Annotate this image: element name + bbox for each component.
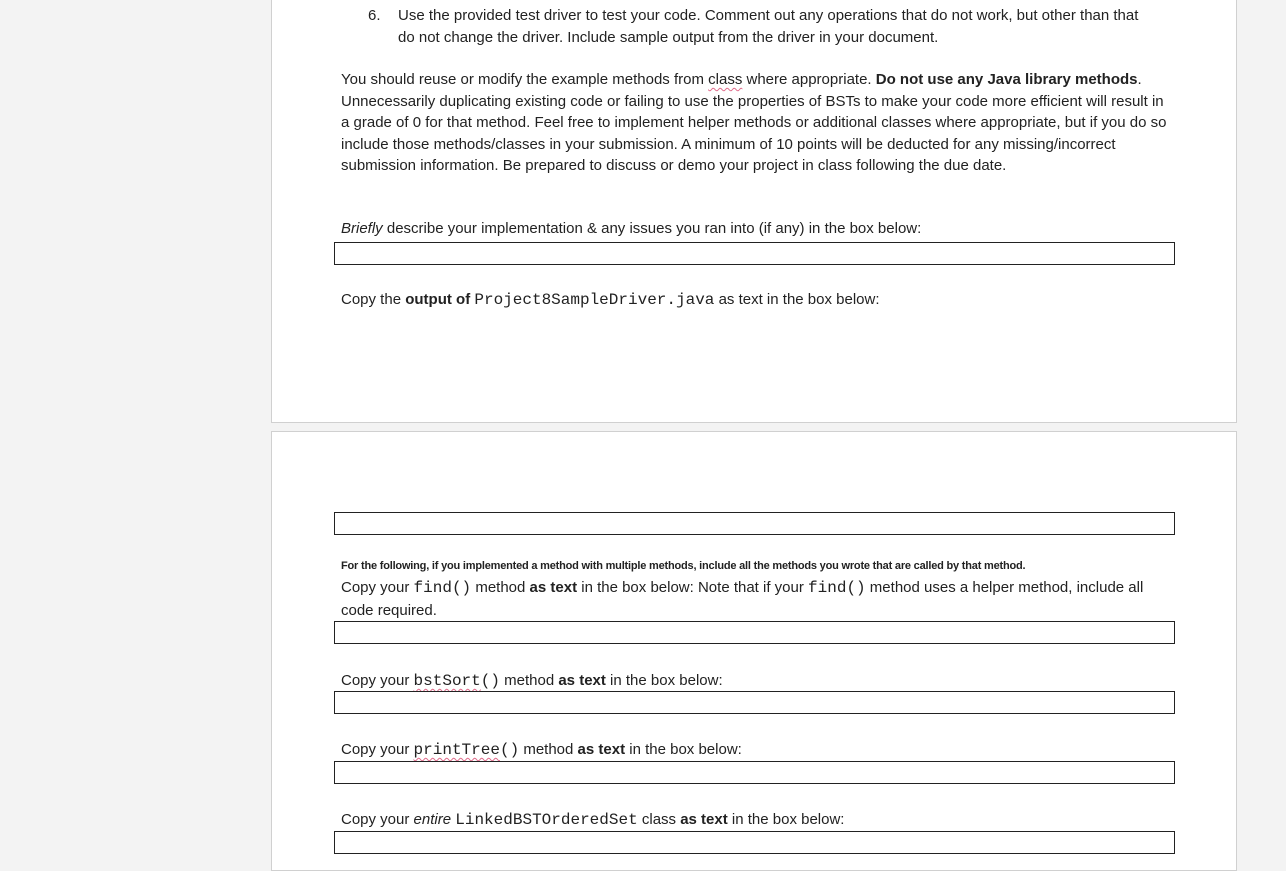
entire-class-answer-box[interactable] — [334, 831, 1175, 854]
step-text: Use the provided test driver to test your code. Comment out any operations that do not work, but other than that do not change the driver. Include sample output from the driver in your document. — [398, 7, 1139, 46]
prompt-text: Copy the — [341, 291, 406, 308]
prompt-text: method — [471, 579, 530, 596]
printtree-answer-box[interactable] — [334, 761, 1175, 784]
prompt-text: in the box below: — [727, 811, 845, 828]
bold-text: as text — [680, 811, 728, 828]
briefly-prompt — [341, 218, 1167, 240]
prompt-text: Copy your — [341, 579, 414, 596]
prompt-text: in the box below: — [625, 741, 742, 758]
paragraph-text: where appropriate. — [742, 71, 876, 88]
output-prompt — [341, 289, 1167, 312]
step-list — [368, 5, 1148, 48]
spellcheck-word[interactable]: class — [708, 71, 743, 88]
implementation-answer-box[interactable] — [334, 242, 1175, 265]
bstsort-prompt — [341, 670, 1167, 693]
prompt-text: method — [519, 741, 578, 758]
prompt-text: class — [637, 811, 681, 828]
prompt-text: Copy your — [341, 672, 414, 689]
bold-text: as text — [529, 579, 578, 596]
paragraph-text: . Unnecessarily duplicating existing code or failing to use the properties of BSTs to make your code more efficient will result in a grade of 0 for that method. Feel free to implement helper methods or additional classes where appropriate, but if you do so include those methods/classes in your submission. A minimum of 10 points will be deducted for any missing/incorrect submission information. Be prepared to discuss or demo your project in class following the due date. — [341, 71, 1167, 174]
printtree-prompt — [341, 739, 1167, 762]
code-text: Project8SampleDriver.java — [474, 291, 715, 309]
code-text: find() — [413, 579, 472, 597]
step-number: 6. — [368, 7, 381, 24]
code-text: LinkedBSTOrderedSet — [455, 811, 638, 829]
document-page-1 — [271, 0, 1237, 423]
prompt-text: as text in the box below: — [714, 291, 880, 308]
code-text: () — [499, 741, 520, 759]
bold-text: as text — [558, 672, 606, 689]
prompt-text: Copy your — [341, 741, 414, 758]
reuse-paragraph — [341, 69, 1167, 177]
code-text: () — [480, 672, 500, 690]
italic-text: Briefly — [341, 220, 383, 237]
code-text: find() — [808, 579, 866, 597]
prompt-text: Copy your — [341, 811, 414, 828]
bold-text: output of — [405, 291, 471, 308]
code-text[interactable]: bstSort — [413, 672, 481, 690]
find-prompt — [341, 577, 1167, 621]
prompt-text: method uses a helper method, include all code required. — [341, 579, 1144, 619]
document-page-2 — [271, 431, 1237, 871]
code-text[interactable]: printTree — [413, 741, 500, 759]
italic-text: entire — [413, 811, 452, 828]
bold-text: Do not use any Java library methods — [875, 71, 1138, 88]
prompt-text: describe your implementation & any issues you ran into (if any) in the box below: — [382, 220, 922, 237]
paragraph-text: You should reuse or modify the example methods from — [341, 71, 709, 88]
prompt-text: in the box below: — [605, 672, 723, 689]
step-6 — [368, 5, 1148, 48]
driver-output-answer-box[interactable] — [334, 512, 1175, 535]
entire-class-prompt — [341, 809, 1167, 832]
prompt-text: in the box below: Note that if your — [577, 579, 809, 596]
multi-method-note: For the following, if you implemented a method with multiple methods, include all the methods you wrote that are called by that method. — [341, 560, 1026, 572]
bold-text: as text — [577, 741, 626, 758]
prompt-text: method — [499, 672, 559, 689]
bstsort-answer-box[interactable] — [334, 691, 1175, 714]
find-answer-box[interactable] — [334, 621, 1175, 644]
